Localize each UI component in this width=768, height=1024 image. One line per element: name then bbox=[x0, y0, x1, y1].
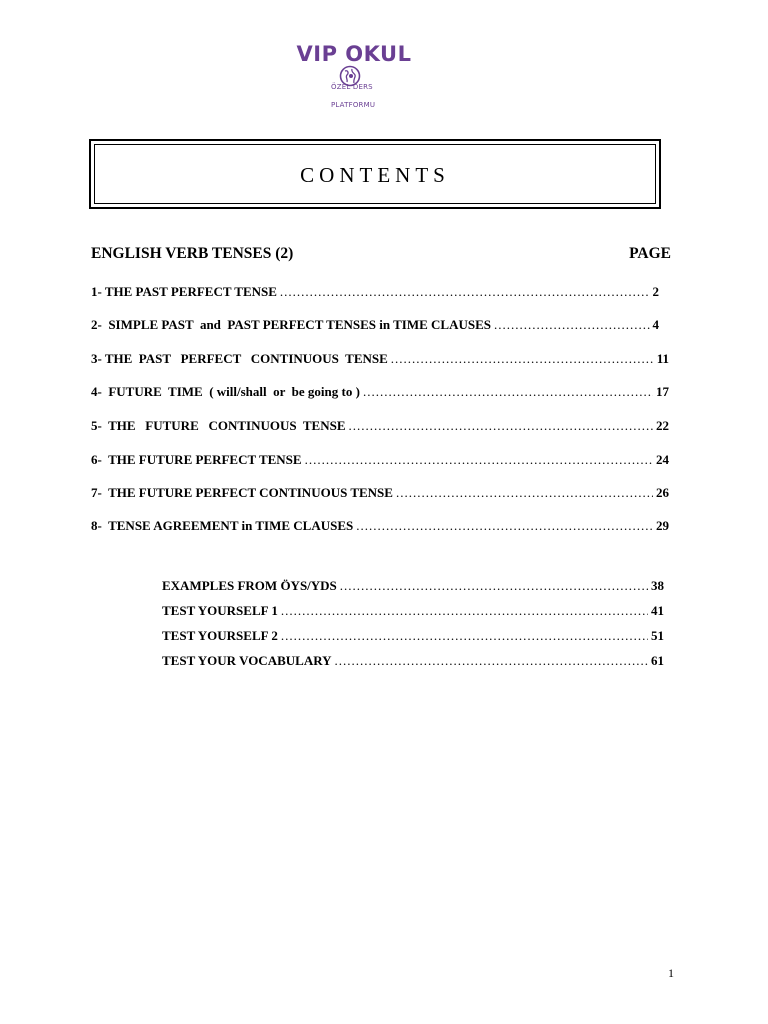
logo-subtitle-line2: PLATFORMU bbox=[331, 101, 376, 109]
leader-dots bbox=[281, 628, 648, 644]
toc-entry[interactable] bbox=[91, 351, 669, 367]
toc-extra-entry[interactable] bbox=[162, 653, 664, 669]
leader-dots bbox=[356, 518, 653, 534]
page-column-heading: PAGE bbox=[629, 245, 671, 262]
toc-entry-label: 5- THE FUTURE CONTINUOUS TENSE bbox=[91, 418, 346, 433]
contents-title: CONTENTS bbox=[300, 163, 450, 187]
toc-extra-entry[interactable] bbox=[162, 628, 664, 644]
toc-extra-page: 38 bbox=[651, 578, 664, 593]
toc-extra-page: 41 bbox=[651, 603, 664, 618]
toc-entry-label: 4- FUTURE TIME ( will/shall or be going to ) bbox=[91, 384, 360, 399]
toc-entry[interactable] bbox=[91, 485, 669, 501]
leader-dots bbox=[349, 418, 653, 434]
toc-extra-entry[interactable] bbox=[162, 578, 664, 594]
contents-title-box bbox=[89, 139, 661, 209]
toc-entry-label: 3- THE PAST PERFECT CONTINUOUS TENSE bbox=[91, 351, 388, 366]
toc-entry-label: 7- THE FUTURE PERFECT CONTINUOUS TENSE bbox=[91, 485, 393, 500]
leader-dots bbox=[281, 603, 648, 619]
leader-dots bbox=[340, 578, 648, 594]
toc-entry[interactable] bbox=[91, 418, 669, 434]
toc-entry-page: 11 bbox=[656, 351, 669, 366]
toc-entry-label: 8- TENSE AGREEMENT in TIME CLAUSES bbox=[91, 518, 354, 533]
logo-name: VIP OKUL bbox=[296, 42, 412, 66]
toc-entry-page: 22 bbox=[656, 418, 669, 433]
toc-extra-entry[interactable] bbox=[162, 603, 664, 619]
leader-dots bbox=[363, 384, 653, 400]
toc-entry-page: 2 bbox=[652, 284, 659, 299]
toc-entry[interactable] bbox=[91, 317, 659, 333]
toc-entry-page: 26 bbox=[656, 485, 669, 500]
leader-dots bbox=[494, 317, 650, 333]
leader-dots bbox=[280, 284, 650, 300]
leader-dots bbox=[391, 351, 654, 367]
toc-extra-label: TEST YOUR VOCABULARY bbox=[162, 653, 332, 668]
leader-dots bbox=[305, 452, 653, 468]
toc-extra-page: 51 bbox=[651, 628, 664, 643]
toc-entry-page: 4 bbox=[652, 317, 659, 332]
toc-extra-label: TEST YOURSELF 1 bbox=[162, 603, 278, 618]
leader-dots bbox=[396, 485, 653, 501]
toc-entry-label: 2- SIMPLE PAST and PAST PERFECT TENSES in TIME CLAUSES bbox=[91, 317, 491, 332]
toc-entry[interactable] bbox=[91, 384, 669, 400]
toc-entry-page: 29 bbox=[656, 518, 669, 533]
toc-entry-page: 24 bbox=[656, 452, 669, 467]
page-number: 1 bbox=[668, 966, 674, 980]
toc-entry-page: 17 bbox=[656, 384, 669, 399]
toc-entry-label: 1- THE PAST PERFECT TENSE bbox=[91, 284, 277, 299]
toc-extra-page: 61 bbox=[651, 653, 664, 668]
toc-entry[interactable] bbox=[91, 518, 669, 534]
toc-extra-label: TEST YOURSELF 2 bbox=[162, 628, 278, 643]
section-heading bbox=[91, 245, 671, 263]
toc-entry-label: 6- THE FUTURE PERFECT TENSE bbox=[91, 452, 302, 467]
section-heading-title: ENGLISH VERB TENSES (2) bbox=[91, 245, 294, 262]
logo-subtitle-line1: ÖZEL DERS bbox=[331, 83, 373, 91]
leader-dots bbox=[335, 653, 648, 669]
toc-entry[interactable] bbox=[91, 452, 669, 468]
toc-entry[interactable] bbox=[91, 284, 659, 300]
toc-extra-label: EXAMPLES FROM ÖYS/YDS bbox=[162, 578, 337, 593]
